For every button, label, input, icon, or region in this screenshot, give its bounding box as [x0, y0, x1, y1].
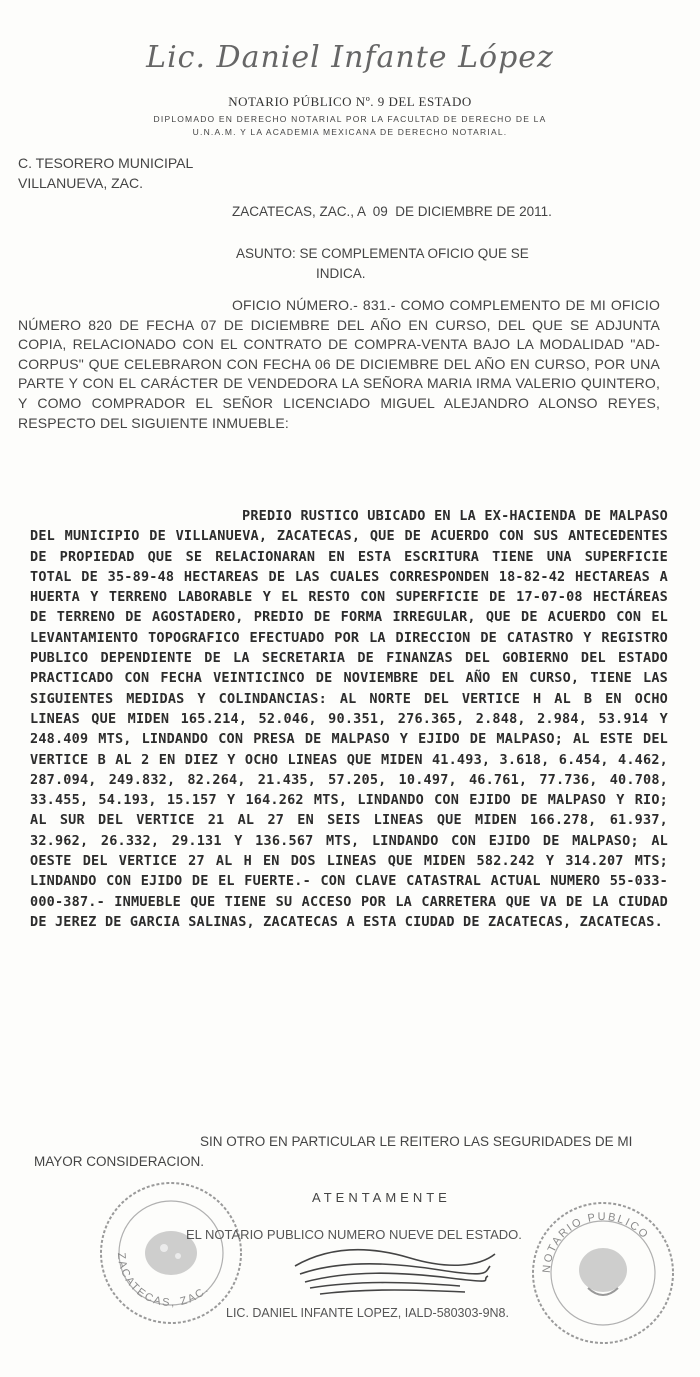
recipient-line-1: C. TESORERO MUNICIPAL: [18, 155, 194, 171]
body-paragraph-2-text: PREDIO RUSTICO UBICADO EN LA EX-HACIENDA DE MALPASO DEL MUNICIPIO DE VILLANUEVA, ZACATECAS, QUE DE ACUERDO CON SUS ANTECEDENTES DE PROPIEDAD QUE SE RELACIONARAN EN ESTA ESCRITURA TIENE UNA SUPERFICIE TOTAL DE 35-89-48 HECTAREAS DE LAS CUALES CORRESPONDEN 18-82-42 HECTAREAS A HUERTA Y TERRENO LABORABLE Y EL RESTO CON SUPERFICIE DE 17-07-08 HECTÁREAS DE TERRENO DE AGOSTADERO, PREDIO DE FORMA IRREGULAR, QUE DE ACUERDO CON EL LEVANTAMIENTO TOPOGRAFICO EFECTUADO POR LA DIRECCION DE CATASTRO Y REGISTRO PUBLICO DEPENDIENTE DE LA SECRETARIA DE FINANZAS DEL GOBIERNO DEL ESTADO PRACTICADO CON FECHA VEINTICINCO DE NOVIEMBRE DEL AÑO EN CURSO, TIENE LAS SIGUIENTES MEDIDAS Y COLINDANCIAS: AL NORTE DEL VERTICE H AL B EN OCHO LINEAS QUE MIDEN 165.214, 52.046, 90.351, 276.365, 2.848, 2.984, 53.914 Y 248.409 MTS, LINDANDO CON PRESA DE MALPASO Y EJIDO DE MALPASO; AL ESTE DEL VERTICE B AL 2 EN DIEZ Y OCHO LINEAS QUE MIDEN 41.493, 3.618, 6.454, 4.462, 287.094, 249.832, 82.264, 21.435, 57.205, 10.497, 46.761, 77.736, 40.708, 33.455, 54.193, 15.157 Y 164.262 MTS, LINDANDO CON EJIDO DE MALPASO Y RIO; AL SUR DEL VERTICE 21 AL 27 EN SEIS LINEAS QUE MIDEN 166.278, 61.937, 32.962, 26.332, 29.131 Y 136.567 MTS, LINDANDO CON EJIDO DE MALPASO; AL OESTE DEL VERTICE 27 AL H EN DOS LINEAS QUE MIDEN 582.242 Y 314.207 MTS; LINDANDO CON EJIDO DE EL FUERTE.- CON CLAVE CATASTRAL ACTUAL NUMERO 55-033-000-387.- INMUEBLE QUE TIENE SU ACCESO POR LA CARRETERA QUE VA DE LA CIUDAD DE JEREZ DE GARCIA SALINAS, ZACATECAS A ESTA CIUDAD DE ZACATECAS, ZACATECAS.: [30, 508, 668, 930]
letterhead-title: NOTARIO PÚBLICO Nº. 9 DEL ESTADO: [228, 94, 472, 109]
letterhead-subtitle: [60, 113, 640, 139]
right-notary-seal: [528, 1198, 678, 1348]
handwritten-signature: [290, 1236, 500, 1306]
left-notary-seal: [96, 1178, 246, 1328]
letterhead-subtitle-line-2: U.N.A.M. Y LA ACADEMIA MEXICANA DE DERECHO NOTARIAL.: [192, 127, 508, 137]
recipient-block: [18, 153, 193, 193]
left-seal-textpath: ZACATECAS, ZAC.: [114, 1252, 212, 1310]
seal-emblem-icon: [579, 1248, 627, 1295]
body-paragraph-1: [18, 296, 660, 433]
right-seal-textpath: NOTARIO PUBLICO: [540, 1210, 652, 1274]
subject-line-2: INDICA.: [316, 266, 366, 281]
closing-paragraph: [34, 1132, 674, 1172]
date-line: ZACATECAS, ZAC., A 09 DE DICIEMBRE DE 2011.: [232, 204, 552, 219]
notary-title: EL NOTARIO PUBLICO NUMERO NUEVE DEL ESTADO.: [186, 1227, 522, 1242]
body-paragraph-1-text: OFICIO NÚMERO.- 831.- COMO COMPLEMENTO DE MI OFICIO NÚMERO 820 DE FECHA 07 DE DICIEMBRE DEL AÑO EN CURSO, DEL QUE SE ADJUNTA COPIA, RELACIONADO CON EL CONTRATO DE COMPRA-VENTA BAJO LA MODALIDAD "AD-CORPUS" QUE CELEBRARON CON FECHA 06 DE DICIEMBRE DEL AÑO EN CURSO, POR UNA PARTE Y CON EL CARÁCTER DE VENDEDORA LA SEÑORA MARIA IRMA VALERIO QUINTERO, Y COMO COMPRADOR EL SEÑOR LICENCIADO MIGUEL ALEJANDRO ALONSO REYES, RESPECTO DEL SIGUIENTE INMUEBLE:: [18, 297, 660, 431]
closing-text: SIN OTRO EN PARTICULAR LE REITERO LAS SEGURIDADES DE MI MAYOR CONSIDERACION.: [34, 1134, 633, 1169]
subject-block: [236, 244, 529, 284]
attentively-label: ATENTAMENTE: [312, 1190, 451, 1205]
letterhead-name: Lic. Daniel Infante López: [146, 40, 554, 75]
recipient-line-2: VILLANUEVA, ZAC.: [18, 175, 144, 191]
subject-line-1: ASUNTO: SE COMPLEMENTA OFICIO QUE SE: [236, 246, 529, 261]
body-paragraph-2: [30, 506, 668, 932]
letterhead-subtitle-line-1: DIPLOMADO EN DERECHO NOTARIAL POR LA FACULTAD DE DERECHO DE LA: [153, 114, 547, 124]
signer-line: LIC. DANIEL INFANTE LOPEZ, IALD-580303-9N8.: [226, 1306, 509, 1320]
